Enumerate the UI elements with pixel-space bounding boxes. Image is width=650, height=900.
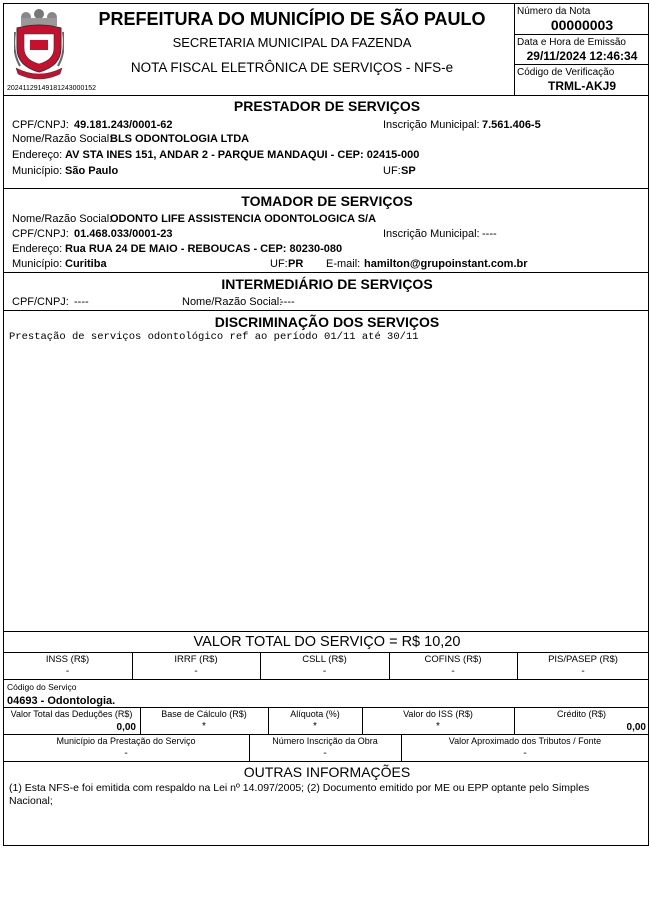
csll-label: CSLL (R$) [302,654,347,665]
codigo-servico-label: Código do Serviço [7,682,77,692]
deducoes-value: 0,00 [116,722,136,733]
irrf-label: IRRF (R$) [174,654,218,665]
prestador-cnpj: 49.181.243/0001-62 [74,119,173,131]
outras-title: OUTRAS INFORMAÇÕES [243,764,411,780]
deducoes-label: Valor Total das Deduções (R$) [10,709,133,719]
intermediario-cnpj: ---- [74,296,89,308]
cofins-value: - [451,666,455,677]
intermediario-nome-label: Nome/Razão Social: [182,296,283,308]
intermediario-title: INTERMEDIÁRIO DE SERVIÇOS [221,276,433,292]
numero-value: 00000003 [550,17,614,33]
discriminacao-text: Prestação de serviços odontológico ref ao período 01/11 até 30/11 [9,331,419,343]
prestador-nome-label: Nome/Razão Social: [12,133,113,145]
valor-iss-value: * [436,721,440,732]
prestador-im: 7.561.406-5 [482,119,541,131]
prestador-cnpj-label: CPF/CNPJ: [12,119,69,131]
tomador-nome-label: Nome/Razão Social: [12,213,113,225]
base-calculo-value: * [202,721,206,732]
tomador-uf: PR [288,258,304,270]
prestador-im-label: Inscrição Municipal: [383,119,480,131]
tomador-title: TOMADOR DE SERVIÇOS [241,193,413,209]
tomador-nome: ODONTO LIFE ASSISTENCIA ODONTOLOGICA S/A [110,213,377,225]
csll-value: - [322,666,327,677]
cofins-label: COFINS (R$) [424,654,482,665]
pispasep-label: PIS/PASEP (R$) [548,654,618,665]
intermediario-nome: ---- [280,296,295,308]
tomador-endereco: Rua RUA 24 DE MAIO - REBOUCAS - CEP: 80230-080 [65,243,343,255]
prestador-uf: SP [401,165,416,177]
tomador-email: hamilton@grupoinstant.com.br [364,258,528,270]
intermediario-cnpj-label: CPF/CNPJ: [12,296,69,308]
calculo-row [3,707,649,734]
logo [14,8,64,80]
codigo-servico: 04693 - Odontologia. [7,695,116,707]
discriminacao-title: DISCRIMINAÇÃO DOS SERVIÇOS [214,314,440,330]
tomador-cnpj: 01.468.033/0001-23 [74,228,173,240]
credito-label: Crédito (R$) [556,709,606,719]
base-calculo-label: Base de Cálculo (R$) [161,709,247,719]
header-subtitle: SECRETARIA MUNICIPAL DA FAZENDA [172,35,412,50]
inss-label: INSS (R$) [45,654,90,665]
inscricao-obra-label: Número Inscrição da Obra [272,736,378,746]
tributos-fonte-value: - [523,748,527,759]
pispasep-value: - [581,666,585,677]
prestador-title: PRESTADOR DE SERVIÇOS [233,98,421,114]
tomador-uf-label: UF: [270,258,288,270]
inss-value: - [65,666,70,677]
municipio-prestacao-value: - [124,748,128,759]
emissao-value: 29/11/2024 12:46:34 [526,49,638,63]
coat-of-arms-icon [14,8,64,80]
verificacao-label: Código de Verificação [517,67,615,78]
tributos-row [3,652,649,679]
extra-row [3,734,649,761]
prestador-uf-label: UF: [383,165,401,177]
aliquota-value: * [313,721,317,732]
tomador-im: ---- [482,228,497,240]
valor-total: VALOR TOTAL DO SERVIÇO = R$ 10,20 [193,634,461,650]
tomador-email-label: E-mail: [326,258,361,270]
barcode-text: 20241129149181243000152 [7,85,97,92]
tomador-endereco-label: Endereço: [12,243,63,255]
prestador-municipio: São Paulo [65,165,119,177]
numero-label: Número da Nota [517,6,591,17]
tomador-im-label: Inscrição Municipal: [383,228,480,240]
outras-text: (1) Esta NFS-e foi emitida com respaldo na Lei nº 14.097/2005; (2) Documento emitido por ME ou EPP optante pelo Simples Nacional; [9,782,590,807]
tomador-municipio: Curitiba [65,258,107,270]
prestador-municipio-label: Município: [12,165,63,177]
emissao-label: Data e Hora de Emissão [517,37,626,48]
inscricao-obra-value: - [323,748,327,759]
doc-title: NOTA FISCAL ELETRÔNICA DE SERVIÇOS - NFS-e [130,60,454,75]
aliquota-label: Alíquota (%) [290,709,340,719]
credito-value: 0,00 [626,722,646,733]
header-title: PREFEITURA DO MUNICÍPIO DE SÃO PAULO [98,9,486,29]
tomador-municipio-label: Município: [12,258,63,270]
valor-iss-label: Valor do ISS (R$) [403,709,473,719]
tributos-fonte-label: Valor Aproximado dos Tributos / Fonte [448,736,602,746]
prestador-endereco-label: Endereço: [12,149,63,161]
prestador-endereco: AV STA INES 151, ANDAR 2 - PARQUE MANDAQUI - CEP: 02415-000 [65,149,420,161]
tomador-cnpj-label: CPF/CNPJ: [12,228,69,240]
prestador-nome: BLS ODONTOLOGIA LTDA [110,133,250,145]
municipio-prestacao-label: Município da Prestação do Serviço [56,736,196,746]
irrf-value: - [194,666,198,677]
verificacao-value: TRML-AKJ9 [548,79,616,93]
